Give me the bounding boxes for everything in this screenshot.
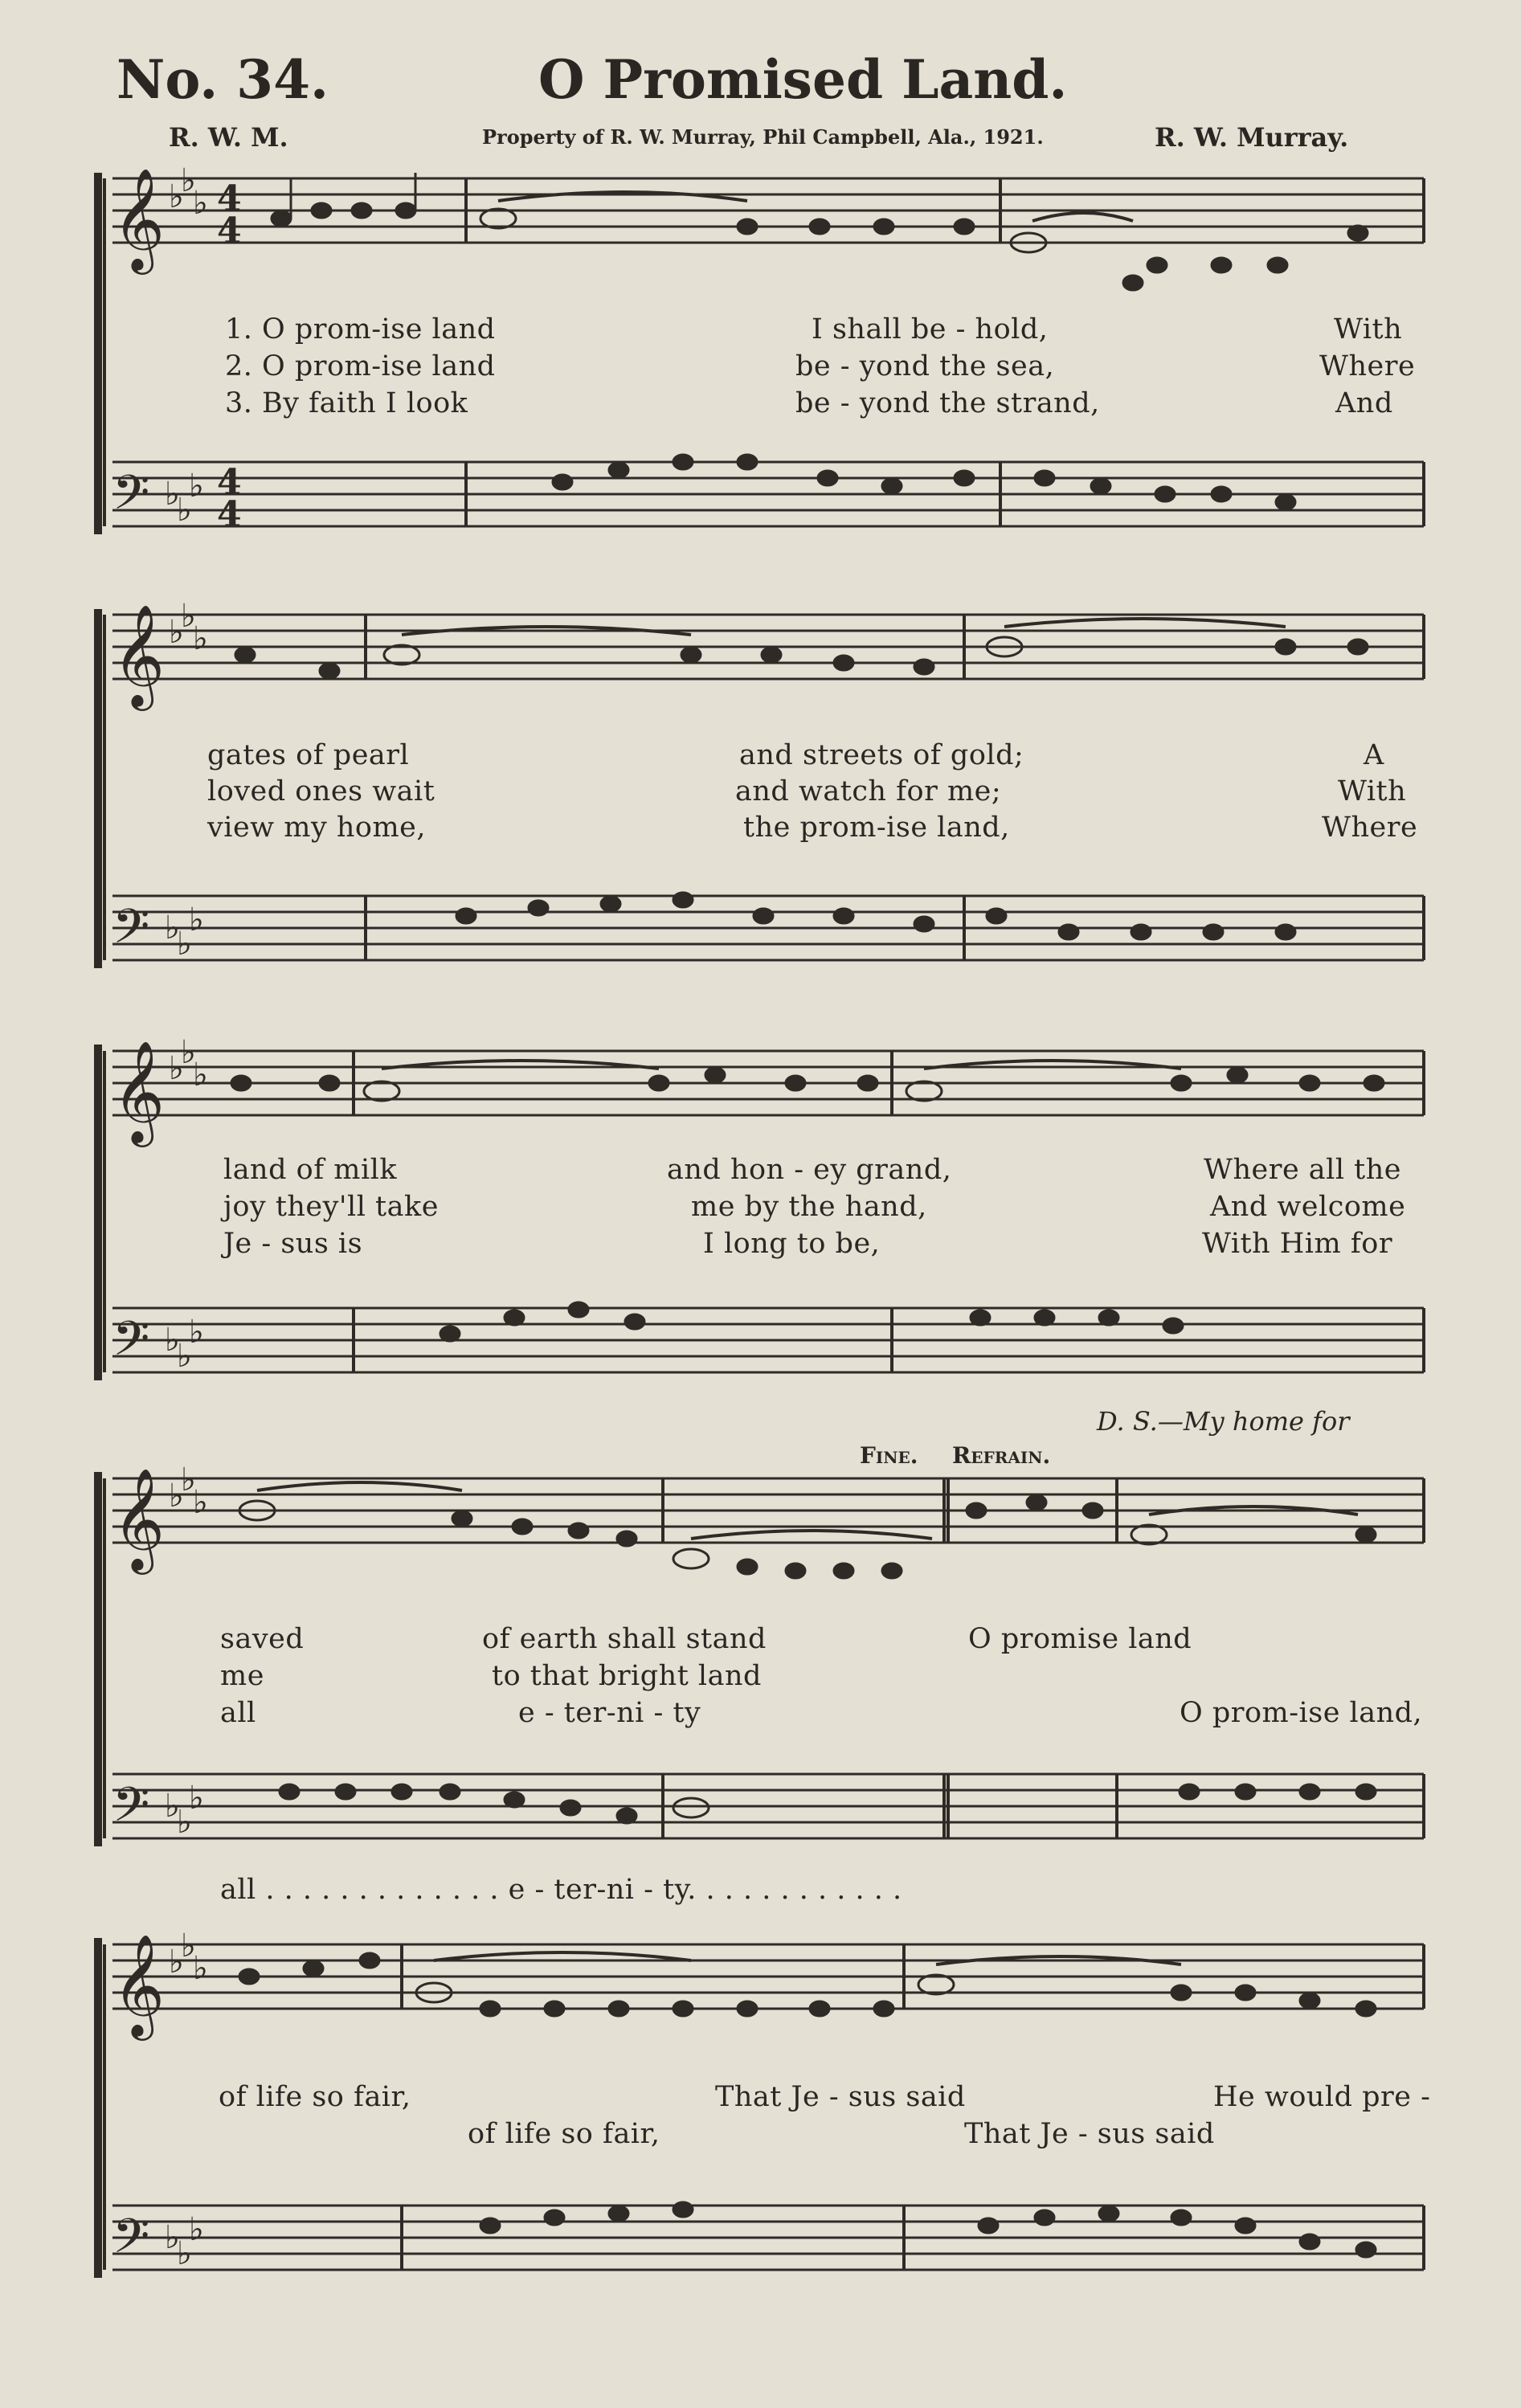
lyric-s5-v2-a: of life so fair, — [468, 2118, 660, 2150]
lyric-s1-v2-b: be - yond the sea, — [795, 350, 1055, 382]
svg-text:4: 4 — [217, 211, 242, 251]
lyric-s3-v1-b: and hon - ey grand, — [667, 1154, 952, 1186]
hymn-number: No. 34. — [117, 48, 329, 111]
treble-clef-icon: 𝄞 — [112, 603, 166, 706]
svg-text:♭: ♭ — [181, 1462, 196, 1498]
lyric-s3-v2-c: And welcome — [1210, 1191, 1406, 1223]
bass-clef-icon: 𝄢 — [112, 1310, 150, 1378]
svg-text:♭: ♭ — [181, 1928, 196, 1964]
lyric-s4-v1-c: O promise land — [968, 1623, 1192, 1655]
lyric-s3-v2-a: joy they'll take — [223, 1191, 439, 1223]
svg-text:♭: ♭ — [177, 2235, 192, 2272]
lyric-s2-v1-a: gates of pearl — [207, 739, 410, 771]
lyric-s2-v3-a: view my home, — [207, 812, 426, 844]
svg-text:4: 4 — [217, 494, 242, 535]
lyric-s5-v1-c: He would pre - — [1213, 2081, 1431, 2113]
svg-text:♭: ♭ — [177, 1804, 192, 1841]
svg-text:♭: ♭ — [165, 1788, 180, 1825]
lyric-s4-v2-b: to that bright land — [492, 1660, 762, 1692]
hymn-title: O Promised Land. — [538, 48, 1068, 111]
svg-text:♭: ♭ — [193, 185, 208, 222]
lyric-s4-bass: all . . . . . . . . . . . . . e - ter-ni - ty. . . . . . . . . . . . — [220, 1874, 902, 1906]
lyric-s4-v2-a: me — [220, 1660, 264, 1692]
lyric-s1-v1-c: With — [1334, 313, 1403, 345]
lyric-s4-v3-a: all — [220, 1697, 256, 1729]
lyric-s1-v1-a: 1. O prom-ise land — [225, 313, 496, 345]
svg-text:♭: ♭ — [169, 178, 184, 215]
svg-text:♭: ♭ — [189, 901, 204, 938]
lyric-s5-v1-a: of life so fair, — [219, 2081, 411, 2113]
time-signature: 4 — [217, 178, 242, 219]
words-credit: R. W. M. — [169, 122, 288, 153]
svg-text:♭: ♭ — [177, 492, 192, 529]
svg-text:♭: ♭ — [189, 2211, 204, 2248]
svg-text:♭: ♭ — [165, 476, 180, 513]
treble-clef-icon: 𝄞 — [112, 1040, 166, 1143]
lyric-s2-v3-c: Where — [1322, 812, 1418, 844]
dal-segno-note: D. S.—My home for — [1097, 1406, 1350, 1437]
svg-text:♭: ♭ — [193, 1484, 208, 1521]
lyric-s3-v1-c: Where all the — [1204, 1154, 1401, 1186]
lyric-s3-v3-c: With Him for — [1202, 1228, 1393, 1260]
svg-text:♭: ♭ — [193, 1057, 208, 1094]
lyric-s3-v2-b: me by the hand, — [691, 1191, 927, 1223]
svg-text:♭: ♭ — [193, 1950, 208, 1987]
lyric-s2-v1-c: A — [1364, 739, 1384, 771]
treble-clef-icon: 𝄞 — [112, 1933, 166, 2036]
treble-clef-icon: 𝄞 — [112, 1467, 166, 1570]
lyric-s1-v2-a: 2. O prom-ise land — [225, 350, 496, 382]
svg-text:♭: ♭ — [169, 614, 184, 651]
svg-text:♭: ♭ — [169, 1478, 184, 1515]
lyric-s2-v1-b: and streets of gold; — [739, 739, 1024, 771]
lyric-s3-v1-a: land of milk — [223, 1154, 398, 1186]
bass-clef-icon: 𝄢 — [112, 898, 150, 966]
lyric-s5-v1-b: That Je - sus said — [715, 2081, 966, 2113]
lyric-s4-v3-b: e - ter-ni - ty — [518, 1697, 701, 1729]
lyric-s5-v2-b: That Je - sus said — [964, 2118, 1215, 2150]
lyric-s3-v3-b: I long to be, — [703, 1228, 881, 1260]
svg-text:4: 4 — [217, 462, 242, 503]
svg-text:♭: ♭ — [181, 1034, 196, 1071]
lyric-s4-v1-b: of earth shall stand — [482, 1623, 767, 1655]
lyric-s3-v3-a: Je - sus is — [223, 1228, 363, 1260]
lyric-s1-v2-c: Where — [1319, 350, 1416, 382]
copyright-notice: Property of R. W. Murray, Phil Campbell, Ala., 1921. — [482, 125, 1044, 149]
lyric-s4-v1-a: saved — [220, 1623, 305, 1655]
svg-text:♭: ♭ — [169, 1050, 184, 1087]
svg-text:♭: ♭ — [189, 1314, 204, 1351]
svg-text:♭: ♭ — [193, 620, 208, 657]
fine-marker: Fine. — [860, 1442, 918, 1469]
svg-text:♭: ♭ — [165, 910, 180, 946]
svg-text:♭: ♭ — [189, 1780, 204, 1817]
lyric-s2-v2-c: With — [1338, 775, 1407, 807]
lyric-s2-v3-b: the prom-ise land, — [743, 812, 1010, 844]
lyric-s2-v2-b: and watch for me; — [735, 775, 1002, 807]
svg-text:♭: ♭ — [177, 1338, 192, 1375]
treble-clef-icon: 𝄞 — [112, 167, 166, 270]
svg-text:♭: ♭ — [177, 926, 192, 963]
lyric-s4-v3-c: O prom-ise land, — [1180, 1697, 1423, 1729]
lyric-s1-v3-c: And — [1335, 387, 1393, 419]
svg-text:♭: ♭ — [189, 468, 204, 505]
lyric-s1-v3-a: 3. By faith I look — [225, 387, 468, 419]
svg-text:♭: ♭ — [181, 598, 196, 635]
svg-text:♭: ♭ — [169, 1944, 184, 1981]
svg-text:♭: ♭ — [181, 162, 196, 199]
bass-clef-icon: 𝄢 — [112, 1776, 150, 1844]
bass-clef-icon: 𝄢 — [112, 464, 150, 532]
music-credit: R. W. Murray. — [1155, 122, 1349, 153]
svg-text:♭: ♭ — [165, 2219, 180, 2256]
lyric-s2-v2-a: loved ones wait — [207, 775, 435, 807]
refrain-marker: Refrain. — [952, 1442, 1051, 1469]
lyric-s1-v1-b: I shall be - hold, — [812, 313, 1049, 345]
svg-text:♭: ♭ — [165, 1322, 180, 1359]
lyric-s1-v3-b: be - yond the strand, — [795, 387, 1100, 419]
system-1-treble-staff — [112, 178, 1424, 243]
bass-clef-icon: 𝄢 — [112, 2208, 150, 2275]
